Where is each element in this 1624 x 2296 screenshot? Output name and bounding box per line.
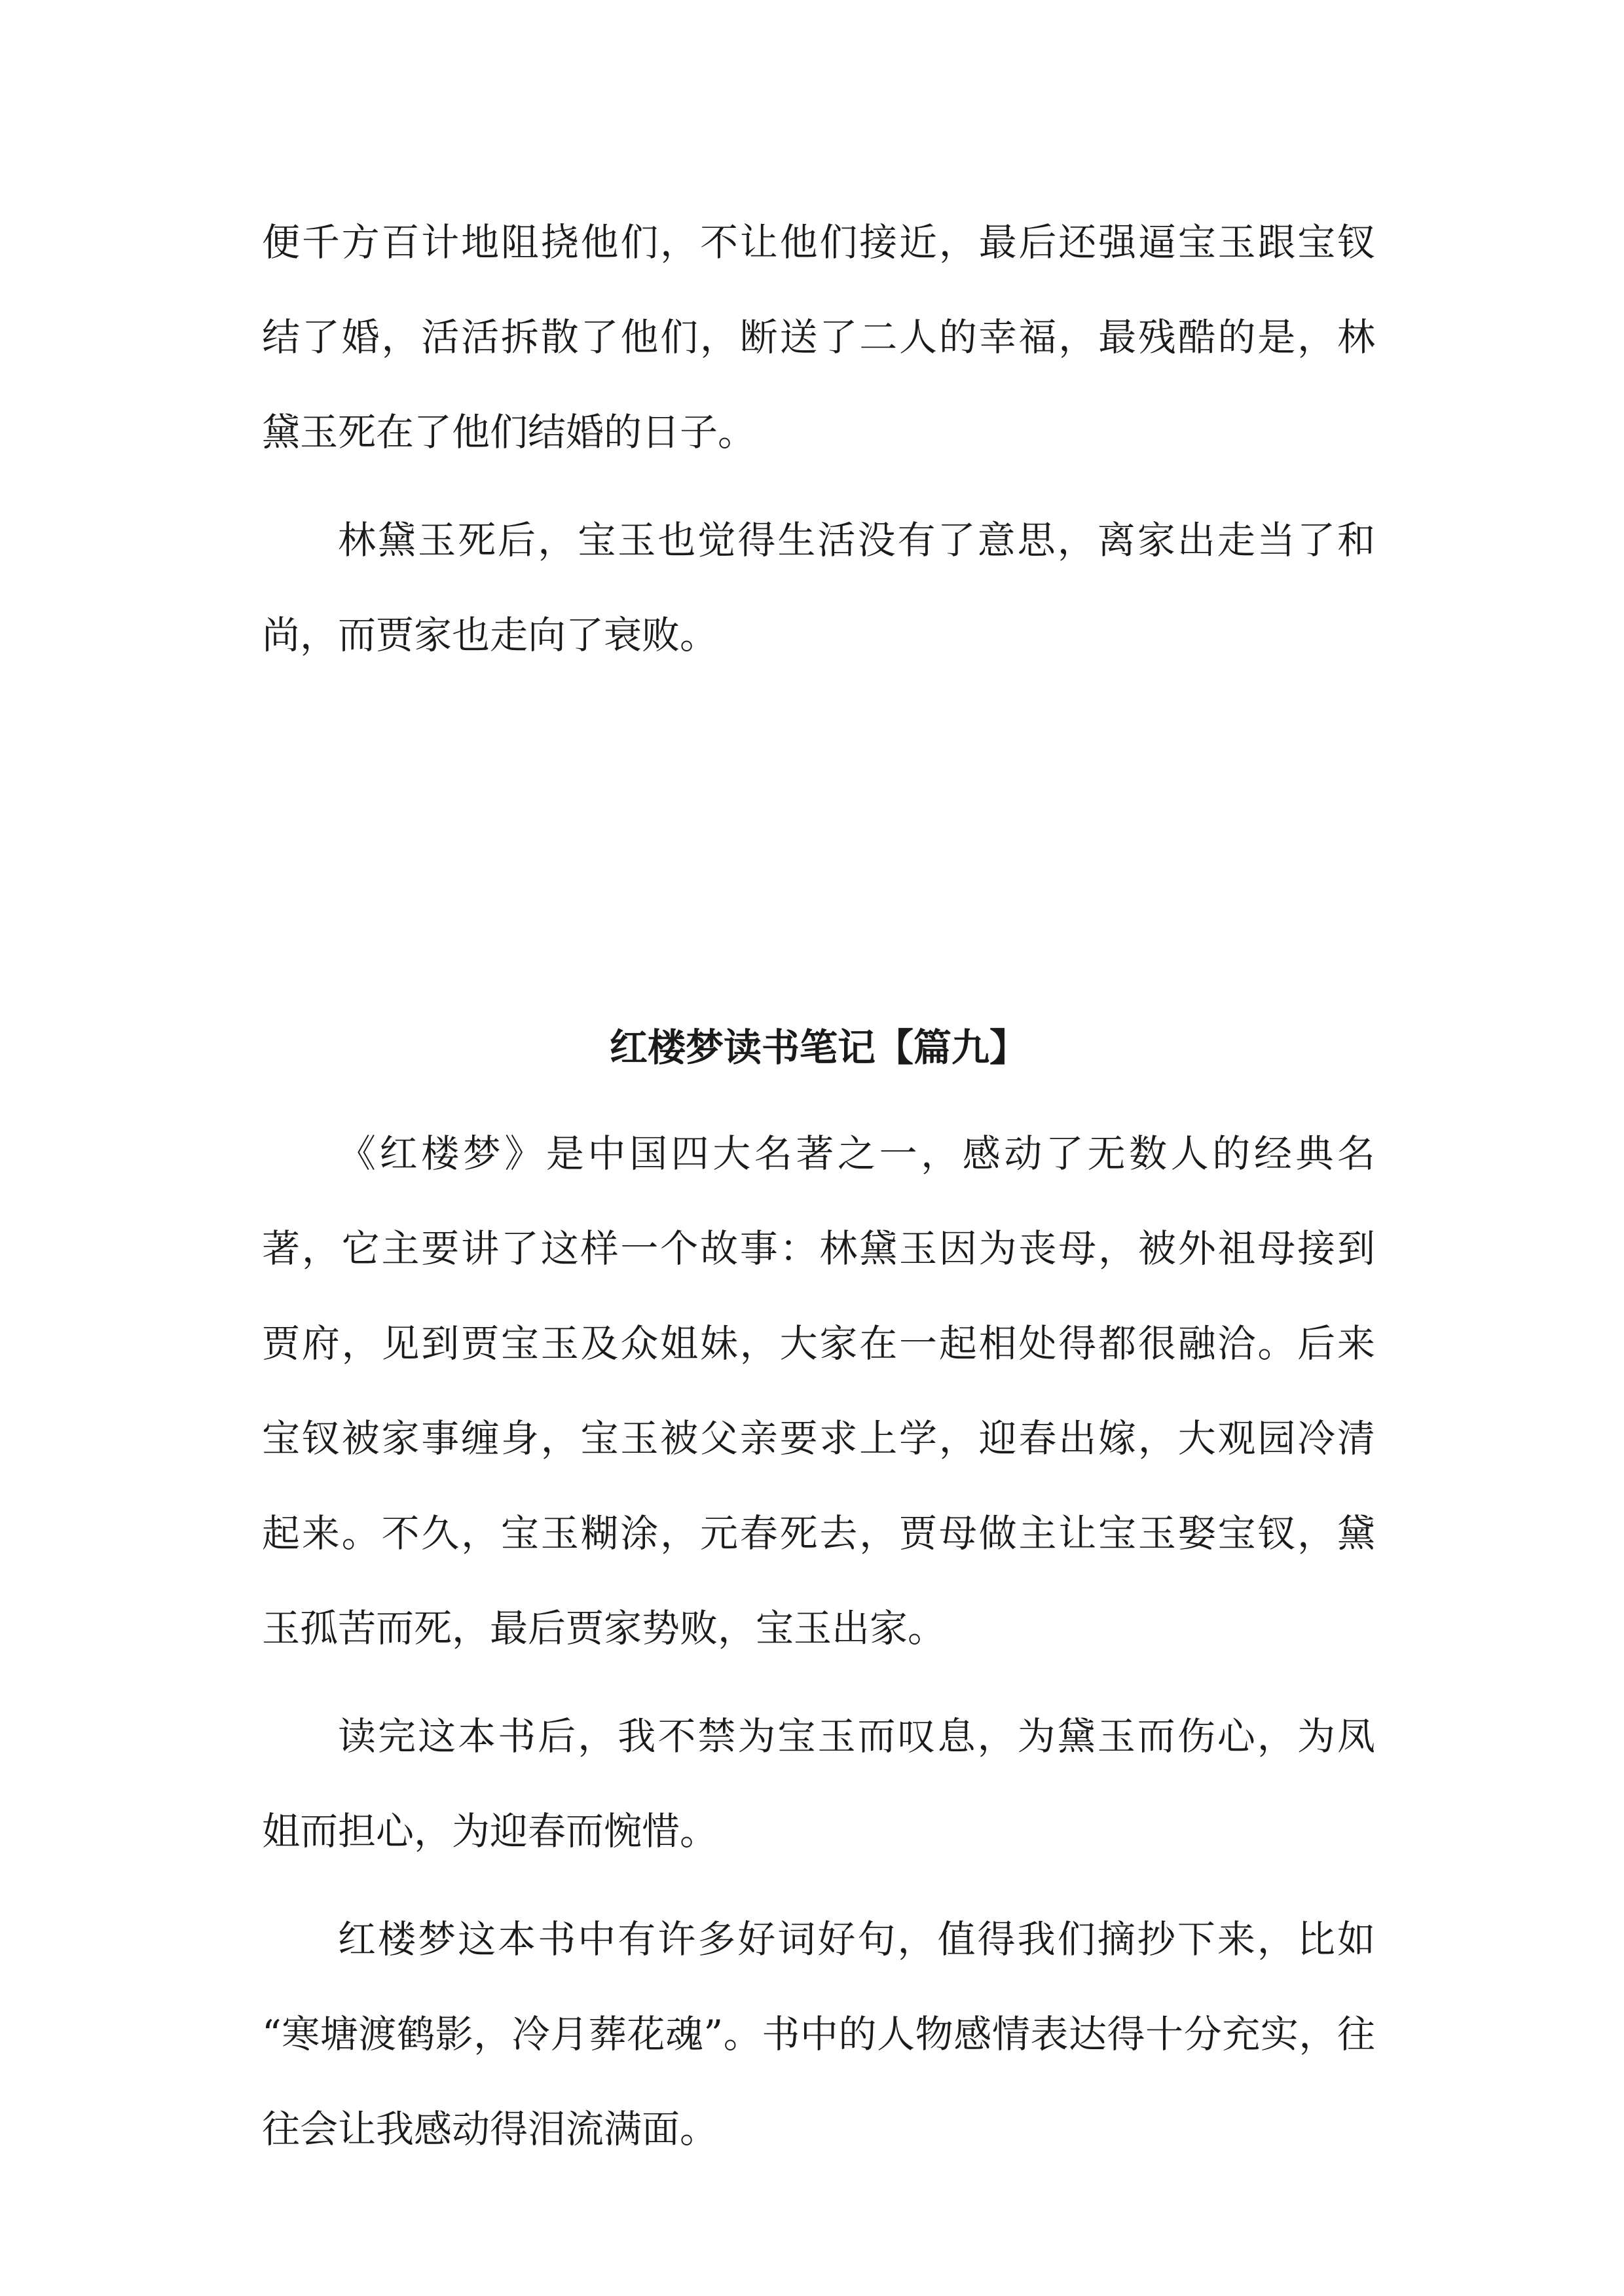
- section1-text: [262, 195, 1375, 683]
- text-line: 姐而担心，为迎春而惋惜。: [262, 1809, 718, 1853]
- text-line: “寒塘渡鹤影，冷月葬花魂”。书中的人物感情表达得十分充实，往: [262, 2012, 1375, 2056]
- section2-paragraph-1: [262, 1106, 1375, 1676]
- section2-text: [262, 1106, 1375, 2177]
- text-line: 往会让我感动得泪流满面。: [262, 2107, 718, 2151]
- section-heading: 红楼梦读书笔记【篇九】: [609, 1025, 1027, 1070]
- text-line: 玉孤苦而死，最后贾家势败，宝玉出家。: [262, 1606, 946, 1650]
- text-line: 黛玉死在了他们结婚的日子。: [262, 410, 756, 454]
- text-line: 《红楼梦》是中国四大名著之一，感动了无数人的经典名: [338, 1131, 1375, 1176]
- text-line: 著，它主要讲了这样一个故事：林黛玉因为丧母，被外祖母接到: [262, 1226, 1375, 1271]
- section2-paragraph-3: [262, 1892, 1375, 2177]
- text-line: 便千方百计地阻挠他们，不让他们接近，最后还强逼宝玉跟宝钗: [262, 220, 1375, 264]
- section1-paragraph-2: [262, 493, 1375, 683]
- text-line: 林黛玉死后，宝玉也觉得生活没有了意思，离家出走当了和: [338, 518, 1375, 562]
- section1-paragraph-1: [262, 195, 1375, 480]
- section2-paragraph-2: [262, 1689, 1375, 1879]
- text-line: 结了婚，活活拆散了他们，断送了二人的幸福，最残酷的是，林: [262, 315, 1375, 359]
- text-line: 读完这本书后，我不禁为宝玉而叹息，为黛玉而伤心，为凤: [338, 1714, 1375, 1758]
- text-line: 宝钗被家事缠身，宝玉被父亲要求上学，迎春出嫁，大观园冷清: [262, 1416, 1375, 1461]
- text-line: 红楼梦这本书中有许多好词好句，值得我们摘抄下来，比如: [338, 1917, 1375, 1961]
- text-line: 起来。不久，宝玉糊涂，元春死去，贾母做主让宝玉娶宝钗，黛: [262, 1511, 1375, 1556]
- text-line: 尚，而贾家也走向了衰败。: [262, 613, 718, 657]
- text-line: 贾府，见到贾宝玉及众姐妹，大家在一起相处得都很融洽。后来: [262, 1321, 1375, 1366]
